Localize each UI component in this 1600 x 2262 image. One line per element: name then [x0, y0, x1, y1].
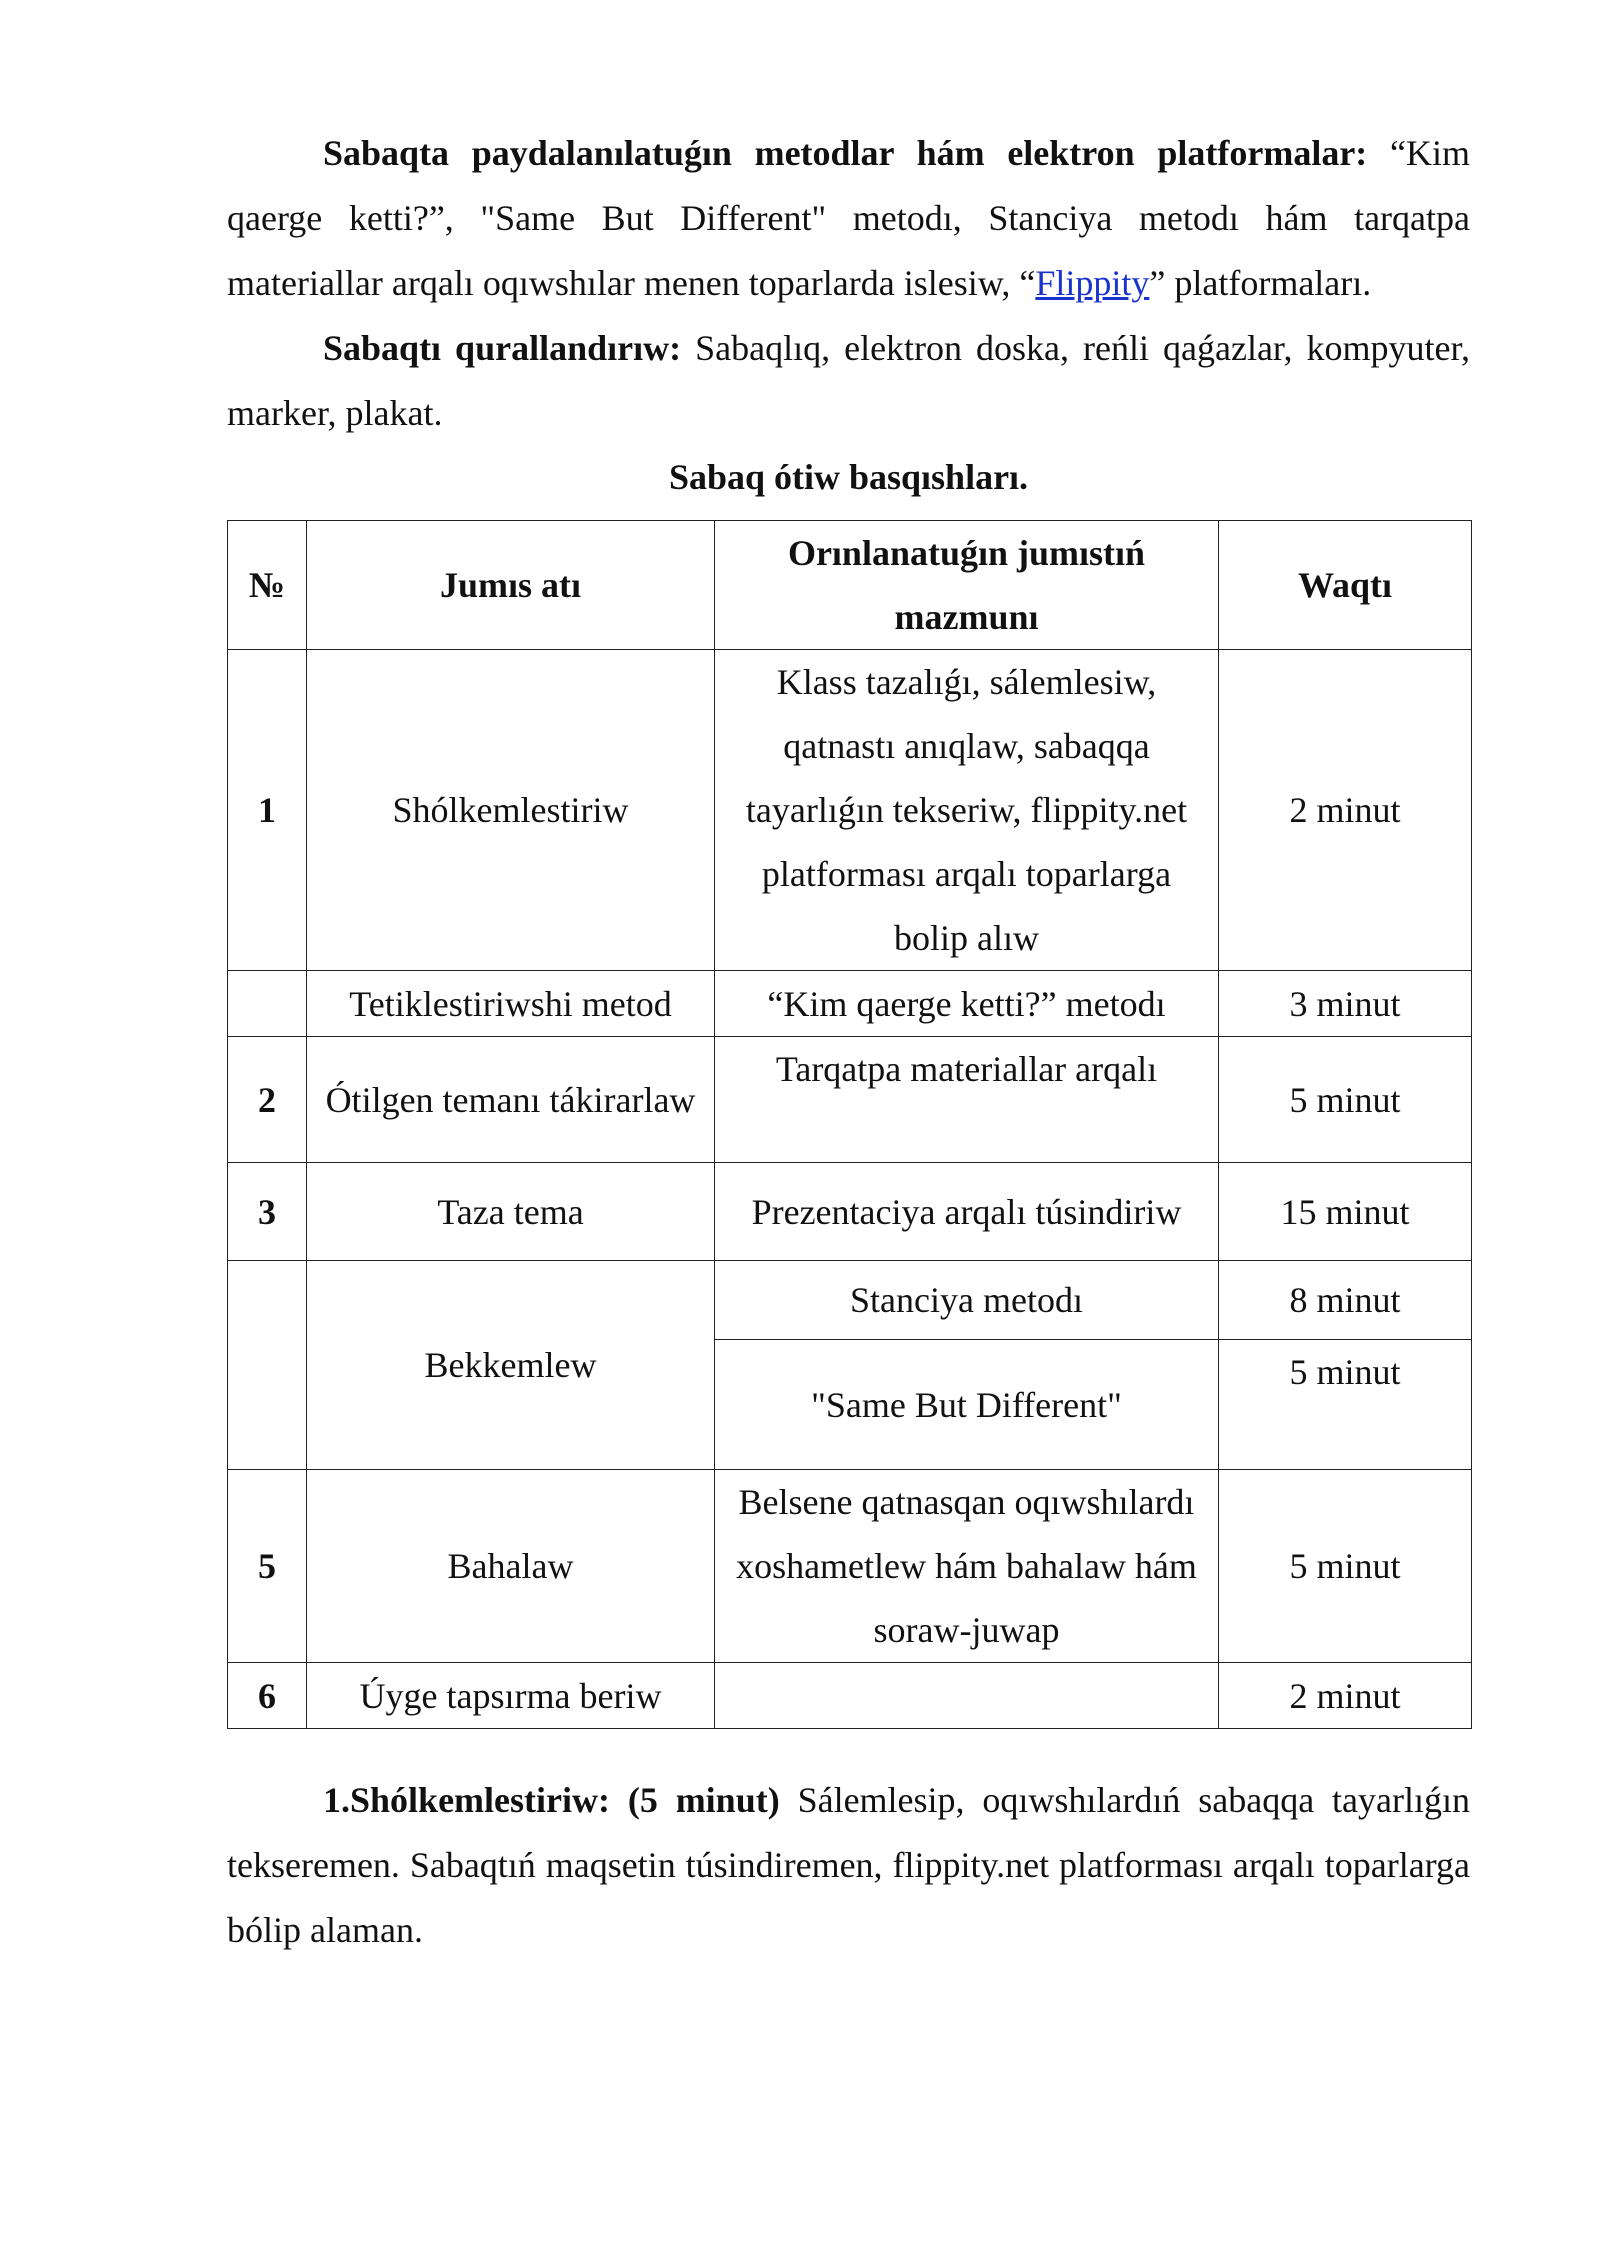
table-row — [228, 1163, 1472, 1261]
row-time: 3 minut — [1219, 971, 1472, 1037]
row-name: Taza tema — [307, 1163, 715, 1261]
row-num: 3 — [228, 1163, 307, 1261]
row-content: Klass tazalıǵı, sálemlesiw, qatnastı anıqlaw, sabaqqa tayarlıǵın tekseriw, flippity.net platforması arqalı toparlarga bolip alıw — [715, 650, 1219, 971]
row-content: Belsene qatnasqan oqıwshılardı xoshametlew hám bahalaw hám soraw-juwap — [715, 1470, 1219, 1663]
row-content: Stanciya metodı — [715, 1261, 1219, 1340]
section1-paragraph — [227, 1768, 1470, 1963]
row-name: Úyge tapsırma beriw — [307, 1663, 715, 1729]
row-name: Ótilgen temanı tákirarlaw — [307, 1037, 715, 1163]
header-name: Jumıs atı — [307, 521, 715, 650]
row-num — [228, 971, 307, 1037]
table-row — [228, 971, 1472, 1037]
row-name: Tetiklestiriwshi metod — [307, 971, 715, 1037]
row-name: Bekkemlew — [307, 1261, 715, 1470]
methods-paragraph — [227, 121, 1470, 316]
table-row — [228, 1470, 1472, 1663]
header-num: № — [228, 521, 307, 650]
table-header-row — [228, 521, 1472, 650]
header-content: Orınlanatuǵın jumıstıń mazmunı — [715, 521, 1219, 650]
row-content — [715, 1663, 1219, 1729]
row-time: 2 minut — [1219, 1663, 1472, 1729]
row-time: 2 minut — [1219, 650, 1472, 971]
methods-text-end: ” platformaları. — [1149, 263, 1372, 303]
row-content: “Kim qaerge ketti?” metodı — [715, 971, 1219, 1037]
row-num: 5 — [228, 1470, 307, 1663]
methods-label: Sabaqta paydalanılatuǵın metodlar hám elektron platformalar: — [323, 133, 1368, 173]
equipment-paragraph — [227, 316, 1470, 446]
header-time: Waqtı — [1219, 521, 1472, 650]
row-num: 2 — [228, 1037, 307, 1163]
row-time: 5 minut — [1219, 1340, 1472, 1470]
equipment-label: Sabaqtı qurallandırıw: — [323, 328, 682, 368]
row-time: 8 minut — [1219, 1261, 1472, 1340]
row-name: Shólkemlestiriw — [307, 650, 715, 971]
row-content: Prezentaciya arqalı túsindiriw — [715, 1163, 1219, 1261]
row-time: 5 minut — [1219, 1037, 1472, 1163]
table-row — [228, 1261, 1472, 1340]
row-num: 1 — [228, 650, 307, 971]
row-num: 6 — [228, 1663, 307, 1729]
row-name: Bahalaw — [307, 1470, 715, 1663]
methods-text: “Kim qaerge ketti?”, "Same But Different" metodı, Stanciya metodı hám tarqatpa materiallar arqalı oqıwshılar menen toparlarda islesiw, “ — [227, 133, 1470, 303]
row-num — [228, 1261, 307, 1470]
section1-label: 1.Shólkemlestiriw: (5 minut) — [323, 1780, 780, 1820]
row-content: "Same But Different" — [715, 1340, 1219, 1470]
row-content: Tarqatpa materiallar arqalı — [715, 1037, 1219, 1163]
equipment-text: Sabaqlıq, elektron doska, reńli qaǵazlar, kompyuter, marker, plakat. — [227, 328, 1471, 433]
table-row — [228, 1037, 1472, 1163]
lesson-stages-table — [227, 520, 1472, 1729]
row-time: 15 minut — [1219, 1163, 1472, 1261]
flippity-link[interactable]: Flippity — [1035, 263, 1150, 303]
row-time: 5 minut — [1219, 1470, 1472, 1663]
section1-text: Sálemlesip, oqıwshılardıń sabaqqa tayarlıǵın tekseremen. Sabaqtıń maqsetin túsindiremen, flippity.net platforması arqalı toparlarga bólip alaman. — [227, 1780, 1470, 1950]
table-row — [228, 650, 1472, 971]
table-row — [228, 1663, 1472, 1729]
table-title: Sabaq ótiw basqıshları. — [668, 457, 1029, 497]
